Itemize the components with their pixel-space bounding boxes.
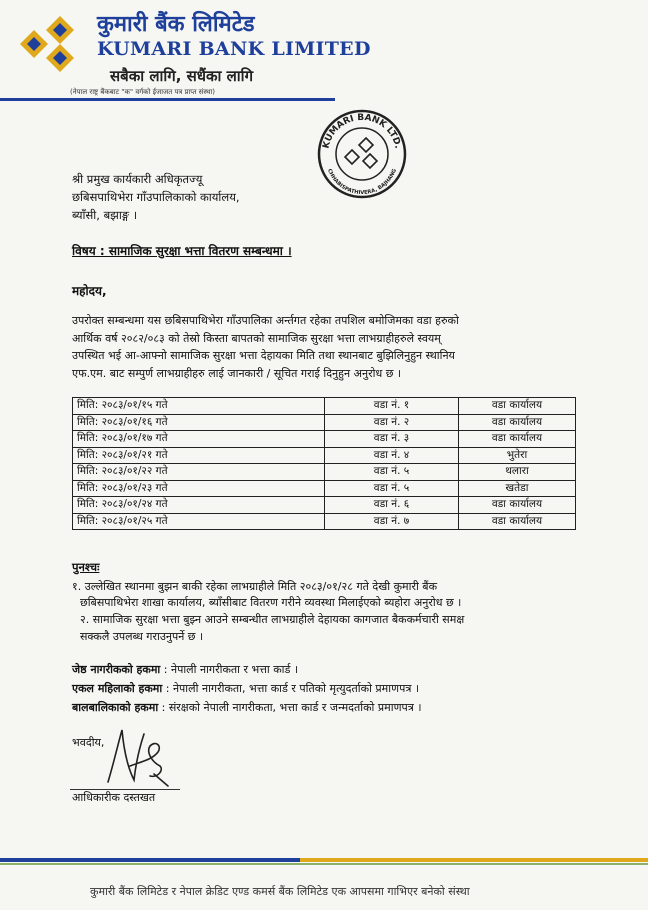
postscript-item-2a: २. सामाजिक सुरक्षा भत्ता बुझ्न आउने सम्बन्धीत लाभग्राहीले देहायका कागजात बैककर्मचारी समक्ष [80,613,465,626]
requirement-label: एकल महिलाको हकमा [72,682,163,695]
recipient-line-3: ब्याँसी, बझाङ्ग । [72,208,138,222]
table-row [73,480,576,497]
requirement-docs: : संरक्षको नेपाली नागरीकता, भत्ता कार्ड र जन्मदर्ताको प्रमाणपत्र । [161,701,422,714]
requirement-single-woman [72,681,419,696]
svg-text:KUMARI BANK LTD. [321,113,402,150]
kumari-diamond-logo-icon [14,14,94,74]
closing-text: भवदीय, [72,736,105,749]
handwritten-signature-icon [100,722,180,792]
table-row [73,414,576,431]
recipient-line-2: छबिसपाथिभेरा गाँउपालिकाको कार्यालय, [72,190,240,204]
letter-subject: विषय : सामाजिक सुरक्षा भत्ता वितरण सम्बन्धमा । [72,244,292,258]
table-row [73,447,576,464]
recipient-line-1: श्री प्रमुख कार्यकारी अधिकृतज्यू [72,172,203,186]
schedule-place: भुतेरा [459,447,576,464]
schedule-date: मिति: २०८३/०१/२५ गते [73,513,325,530]
seal-outer-text: KUMARI BANK LTD. [321,112,403,150]
footer-stripe [0,858,648,862]
footer-thin-stripe [0,863,648,865]
bank-name-english: KUMARI BANK LIMITED [97,38,371,60]
bank-slogan: सबैका लागि, सधैंका लागि [110,67,254,85]
requirement-label: बालबालिकाको हकमा [72,701,159,714]
requirement-senior-citizen [72,662,298,677]
table-row [73,497,576,514]
postscript-item-1a: १. उल्लेखित स्थानमा बुझन बाकी रहेका लाभग्राहीले मिति २०८३/०१/२८ गते देखी कुमारी बैंक [72,580,438,593]
postscript-item-2b: सक्कलै उपलब्ध गराउनुपर्ने छ । [80,630,204,643]
schedule-date: मिति: २०८३/०१/२३ गते [73,480,325,497]
schedule-ward: वडा नं. ६ [325,497,459,514]
table-row [73,431,576,448]
schedule-date: मिति: २०८३/०१/२२ गते [73,464,325,481]
requirement-children [72,700,422,715]
salutation: महोदय, [72,284,107,298]
schedule-place: वडा कार्यालय [459,398,576,415]
schedule-place: खतेडा [459,480,576,497]
schedule-place: वडा कार्यालय [459,431,576,448]
requirement-docs: : नेपाली नागरीकता, भत्ता कार्ड र पतिको मृत्युदर्ताको प्रमाणपत्र । [165,682,420,695]
postscript-title: पुनश्चः [72,560,100,574]
signatory-label: आधिकारीक दस्तखत [72,791,156,804]
schedule-place: वडा कार्यालय [459,513,576,530]
schedule-place: थलारा [459,464,576,481]
schedule-place: वडा कार्यालय [459,497,576,514]
schedule-date: मिति: २०८३/०१/१५ गते [73,398,325,415]
svg-text:CHHABISPATHIVERA, BAJHANG [326,168,398,196]
requirement-label: जेष्ठ नागरीकको हकमा [72,663,161,676]
body-paragraph [72,312,580,382]
bank-name-nepali: कुमारी बैंक लिमिटेड [97,12,255,37]
schedule-date: मिति: २०८३/०१/२१ गते [73,447,325,464]
schedule-ward: वडा नं. २ [325,414,459,431]
schedule-date: मिति: २०८३/०१/१६ गते [73,414,325,431]
requirement-docs: : नेपाली नागरीकता र भत्ता कार्ड । [163,663,299,676]
header-rule [0,98,335,101]
postscript-item-1b: छबिसपाथिभेरा शाखा कार्यालय, ब्याँसीबाट वितरण गरीने व्यवस्था मिलाईएको ब्यहोरा अनुरोध छ । [80,596,462,609]
schedule-ward: वडा नं. ५ [325,480,459,497]
schedule-ward: वडा नं. ७ [325,513,459,530]
body-line: आर्थिक वर्ष २०८२/०८३ को तेस्रो किस्ता बापतको सामाजिक सुरक्षा भत्ता लाभग्राहीहरुले स्वयम् [72,331,441,345]
schedule-date: मिति: २०८३/०१/१७ गते [73,431,325,448]
schedule-ward: वडा नं. ५ [325,464,459,481]
footer-merger-note: कुमारी बैंक लिमिटेड र नेपाल क्रेडिट एण्ड कमर्स बैंक लिमिटेड एक आपसमा गाभिएर बनेको संस्था [90,885,470,898]
distribution-schedule-table [72,397,576,530]
schedule-date: मिति: २०८३/०१/२४ गते [73,497,325,514]
schedule-place: वडा कार्यालय [459,414,576,431]
body-line: उपरोक्त सम्बन्धमा यस छबिसपाथिभेरा गाँउपालिका अर्न्तगत रहेका तपशिल बमोजिमका वडा हरुको [72,314,459,327]
bank-stamp-seal-icon [312,108,412,200]
body-line: एफ.एम. बाट सम्पुर्ण लाभग्राहीहरु लाई जानकारी / सूचित गराई दिनुहुन अनुरोध छ । [72,366,402,380]
schedule-ward: वडा नं. १ [325,398,459,415]
table-row [73,513,576,530]
schedule-ward: वडा नं. ३ [325,431,459,448]
table-row [73,464,576,481]
seal-branch-text: CHHABISPATHIVERA, BAJHANG [326,168,398,197]
schedule-ward: वडा नं. ४ [325,447,459,464]
body-line: उपस्थित भई आ-आफ्नो सामाजिक सुरक्षा भत्ता देहायका मिति तथा स्थानबाट बुझिलिनुहुन स्थानिय [72,349,455,362]
license-note: (नेपाल राष्ट्र बैंकबाट "क" वर्गको ईजाजत पत्र प्राप्त संस्था) [70,88,216,96]
table-row [73,398,576,415]
